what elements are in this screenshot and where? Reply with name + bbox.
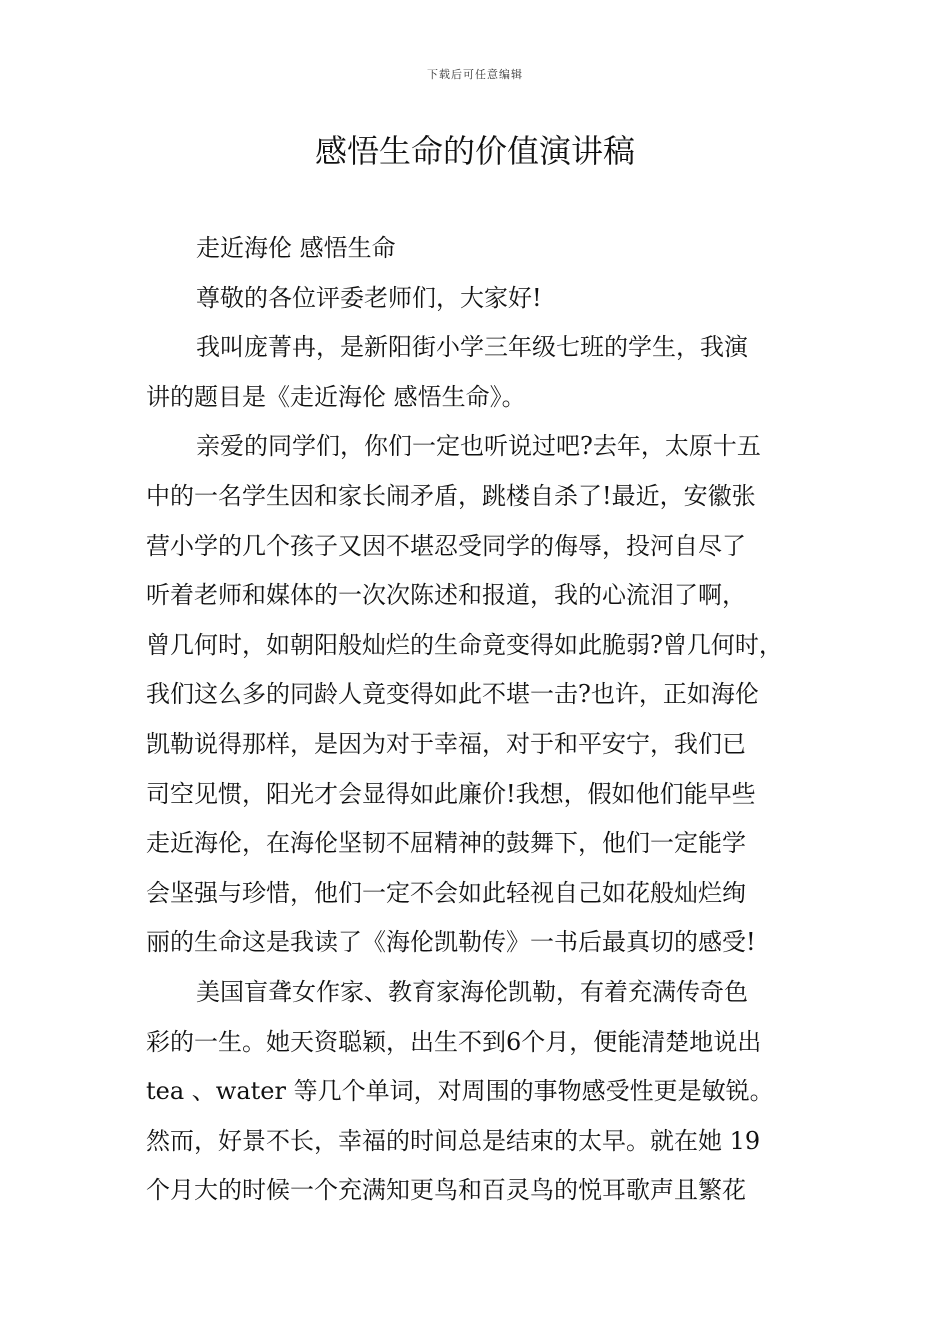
text-line: 凯勒说得那样，是因为对于幸福，对于和平安宁，我们已 (146, 729, 746, 758)
text-line: 尊敬的各位评委老师们，大家好! (196, 283, 542, 312)
text-line: 中的一名学生因和家长闹矛盾，跳楼自杀了!最近，安徽张 (146, 481, 756, 510)
text-line: 讲的题目是《走近海伦 感悟生命》。 (146, 382, 526, 411)
text-line: 听着老师和媒体的一次次陈述和报道，我的心流泪了啊， (146, 581, 746, 610)
text-line: 彩的一生。她天资聪颖，出生不到6个月，便能清楚地说出 (146, 1027, 762, 1056)
text-line: 我们这么多的同龄人竟变得如此不堪一击?也许，正如海伦 (146, 680, 759, 709)
text-line: 然而，好景不长，幸福的时间总是结束的太早。就在她 19 (146, 1126, 761, 1155)
text-line: 曾几何时，如朝阳般灿烂的生命竟变得如此脆弱?曾几何时， (146, 630, 783, 659)
text-line: 丽的生命这是我读了《海伦凯勒传》一书后最真切的感受! (146, 928, 756, 957)
text-line: 司空见惯，阳光才会显得如此廉价!我想，假如他们能早些 (146, 779, 756, 808)
text-line: 我叫庞菁冉，是新阳街小学三年级七班的学生，我演 (196, 333, 748, 362)
document-body (146, 224, 826, 1216)
text-line: 走近海伦，在海伦坚韧不屈精神的鼓舞下，他们一定能学 (146, 829, 746, 858)
text-line: tea 、water 等几个单词，对周围的事物感受性更是敏锐。 (146, 1077, 774, 1106)
page-header-note: 下载后可任意编辑 (427, 68, 523, 81)
document-title: 感悟生命的价值演讲稿 (314, 132, 635, 170)
text-line: 个月大的时候一个充满知更鸟和百灵鸟的悦耳歌声且繁花 (146, 1176, 746, 1205)
text-line: 亲爱的同学们，你们一定也听说过吧?去年，太原十五 (196, 432, 761, 461)
text-line: 美国盲聋女作家、教育家海伦凯勒，有着充满传奇色 (196, 977, 748, 1006)
text-line: 营小学的几个孩子又因不堪忍受同学的侮辱，投河自尽了 (146, 531, 746, 560)
text-line: 会坚强与珍惜，他们一定不会如此轻视自己如花般灿烂绚 (146, 878, 746, 907)
text-line: 走近海伦 感悟生命 (196, 234, 396, 262)
